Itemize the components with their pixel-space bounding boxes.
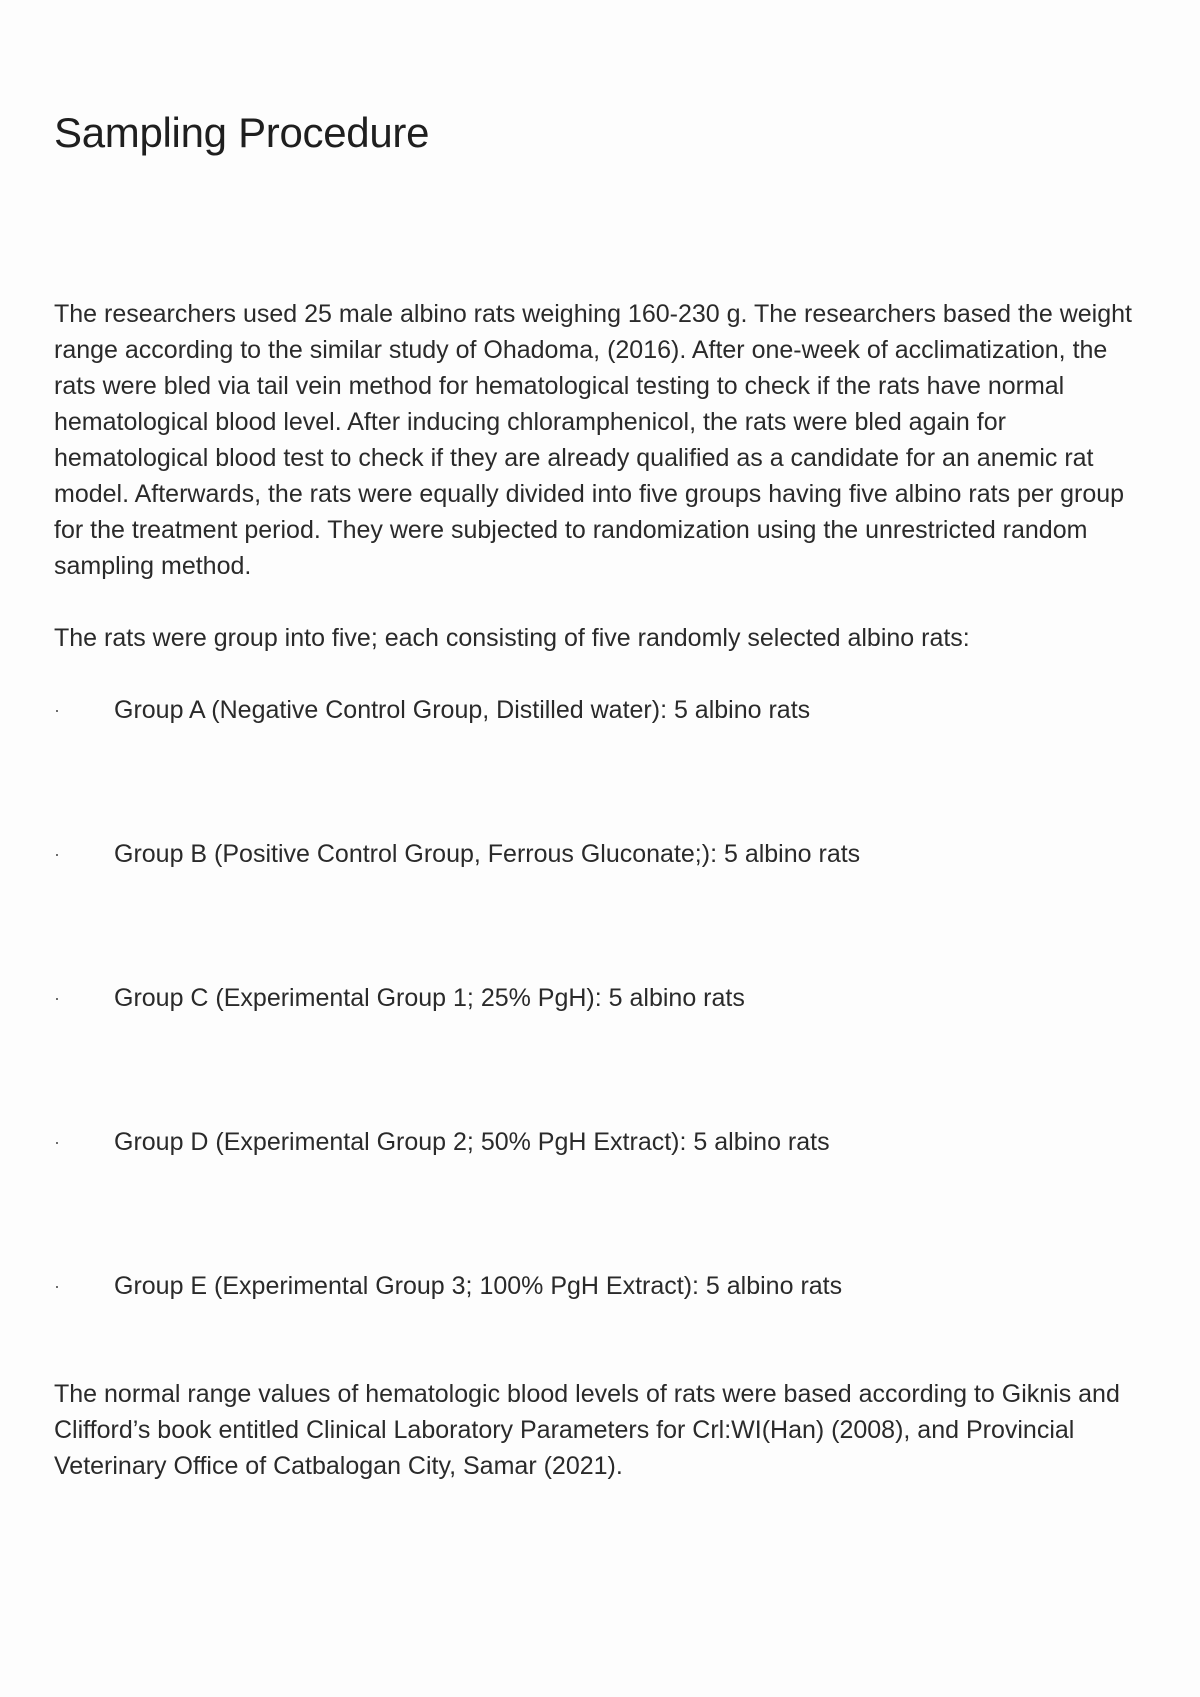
grouping-paragraph: The rats were group into five; each consisting of five randomly selected albino rats: xyxy=(54,624,970,652)
bullet-icon: · xyxy=(54,1132,60,1152)
bullet-icon: · xyxy=(54,1276,60,1296)
intro-paragraph: The researchers used 25 male albino rats weighing 160-230 g. The researchers based the weight range according to the similar study of Ohadoma, (2016). After one-week of acclimatization, the rats were bled via tail vein method for hematological testing to check if the rats have normal hematological blood level. After inducing chloramphenicol, the rats were bled again for hematological blood test to check if they are already qualified as a candidate for an anemic rat model. Afterwards, the rats were equally divided into five groups having five albino rats per group for the treatment period. They were subjected to randomization using the unrestricted random sampling method. xyxy=(54,300,1132,580)
bullet-icon: · xyxy=(54,988,60,1008)
list-item-group-b xyxy=(54,836,1154,872)
list-item-group-a xyxy=(54,692,1154,728)
list-item-group-c xyxy=(54,980,1154,1016)
bullet-icon: · xyxy=(54,844,60,864)
list-item-group-d xyxy=(54,1124,1154,1160)
list-item-text: Group C (Experimental Group 1; 25% PgH): 5 albino rats xyxy=(114,984,745,1012)
list-item-text: Group B (Positive Control Group, Ferrous Gluconate;): 5 albino rats xyxy=(114,840,861,868)
bullet-icon: · xyxy=(54,700,60,720)
list-item-text: Group A (Negative Control Group, Distilled water): 5 albino rats xyxy=(114,696,811,724)
reference-paragraph: The normal range values of hematologic blood levels of rats were based according to Giknis and Clifford’s book entitled Clinical Laboratory Parameters for Crl:WI(Han) (2008), and Provincial Veterinary Office of Catbalogan City, Samar (2021). xyxy=(54,1380,1120,1480)
list-item-group-e xyxy=(54,1268,1154,1304)
list-item-text: Group D (Experimental Group 2; 50% PgH Extract): 5 albino rats xyxy=(114,1128,830,1156)
section-title: Sampling Procedure xyxy=(54,109,430,156)
list-item-text: Group E (Experimental Group 3; 100% PgH Extract): 5 albino rats xyxy=(114,1272,843,1300)
